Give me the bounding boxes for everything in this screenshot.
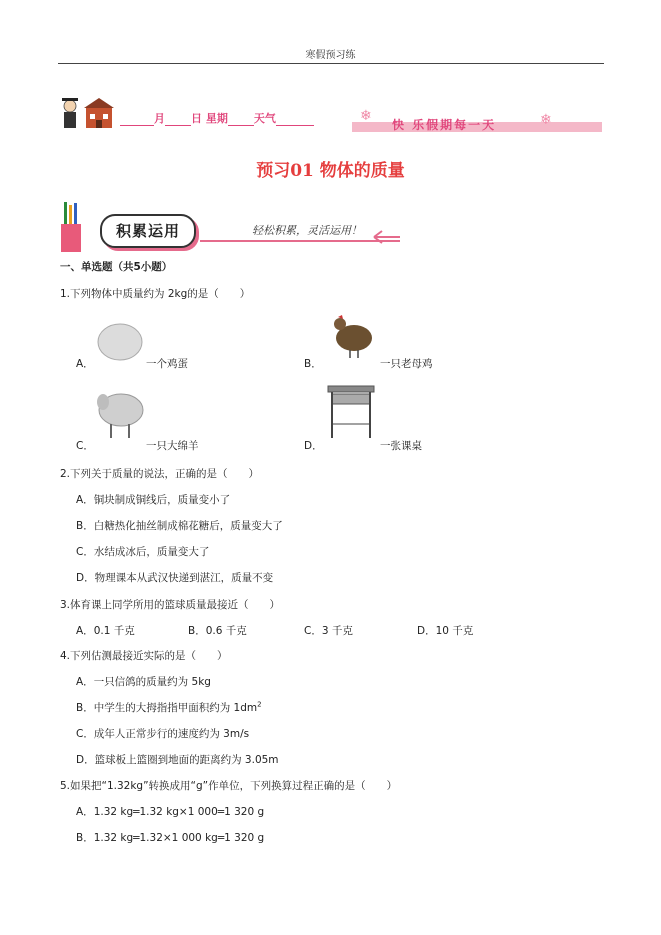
- banner-slogan: 快 乐假期每一天: [392, 118, 497, 132]
- pencil-cup-icon: [58, 202, 86, 254]
- desk-image: [326, 384, 376, 440]
- section-title: 积累运用: [100, 214, 196, 248]
- option-text: 一张课桌: [380, 440, 422, 452]
- section-slogan: 轻松积累，灵活运用！: [252, 224, 362, 237]
- option-text: 一个鸡蛋: [146, 358, 188, 370]
- option-text: 一只老母鸡: [380, 358, 433, 370]
- section-underline: [200, 240, 400, 242]
- question-stem: 3.体育课上同学所用的篮球质量最接近（ ）: [60, 599, 281, 611]
- hen-image: [330, 312, 376, 360]
- option-line: C．成年人正常步行的速度约为 3m/s: [76, 728, 250, 740]
- page-title: 预习01 物体的质量: [256, 161, 405, 181]
- question-stem: 5.如果把“1.32kg”转换成用“g”作单位，下列换算过程正确的是（ ）: [60, 780, 398, 792]
- month-label: 月: [154, 112, 165, 125]
- option-line: A．铜块制成铜线后，质量变小了: [76, 494, 231, 506]
- option-label: C．: [76, 440, 94, 452]
- option-label: B．: [304, 358, 322, 370]
- option-line: D．篮球板上篮圈到地面的距离约为 3.05m: [76, 754, 279, 766]
- option-line: C．水结成冰后，质量变大了: [76, 546, 210, 558]
- option-label: A．: [76, 358, 94, 370]
- option-text: 一只大绵羊: [146, 440, 199, 452]
- option-line: A．1.32 kg═1.32 kg×1 000═1 320 g: [76, 806, 265, 818]
- snowflake-icon: ❄: [360, 108, 372, 124]
- arrow-icon: [372, 229, 402, 245]
- day-label: 日: [191, 112, 202, 125]
- option-line: A．一只信鸽的质量约为 5kg: [76, 676, 211, 688]
- option-line: C．3 千克: [304, 625, 353, 637]
- option-line: B．1.32 kg═1.32×1 000 kg═1 320 g: [76, 832, 265, 844]
- option-line: A．0.1 千克: [76, 625, 135, 637]
- question-stem: 2.下列关于质量的说法，正确的是（ ）: [60, 468, 260, 480]
- part-heading: 一、单选题（共5小题）: [60, 261, 173, 273]
- sheep-image: [95, 388, 145, 440]
- option-line: B．白糖热化抽丝制成棉花糖后，质量变大了: [76, 520, 283, 532]
- school-graduate-icon: [58, 94, 118, 134]
- option-line: B．中学生的大拇指指甲面积约为 $1dm^2$: [76, 700, 262, 714]
- weekday-label: 星期: [205, 112, 228, 125]
- snowflake-icon: ❄: [540, 112, 552, 128]
- date-line: [120, 110, 314, 126]
- option-line: D．物理课本从武汉快递到湛江，质量不变: [76, 572, 274, 584]
- egg-image: [97, 322, 143, 362]
- option-line: D．10 千克: [417, 625, 474, 637]
- header-divider: [58, 63, 604, 64]
- weather-label: 天气: [253, 112, 276, 125]
- header-title: 寒假预习练: [305, 50, 356, 61]
- option-label: D．: [304, 440, 323, 452]
- question-stem: 1.下列物体中质量约为 2kg的是（ ）: [60, 288, 251, 300]
- question-stem: 4.下列估测最接近实际的是（ ）: [60, 650, 228, 662]
- option-line: B．0.6 千克: [188, 625, 247, 637]
